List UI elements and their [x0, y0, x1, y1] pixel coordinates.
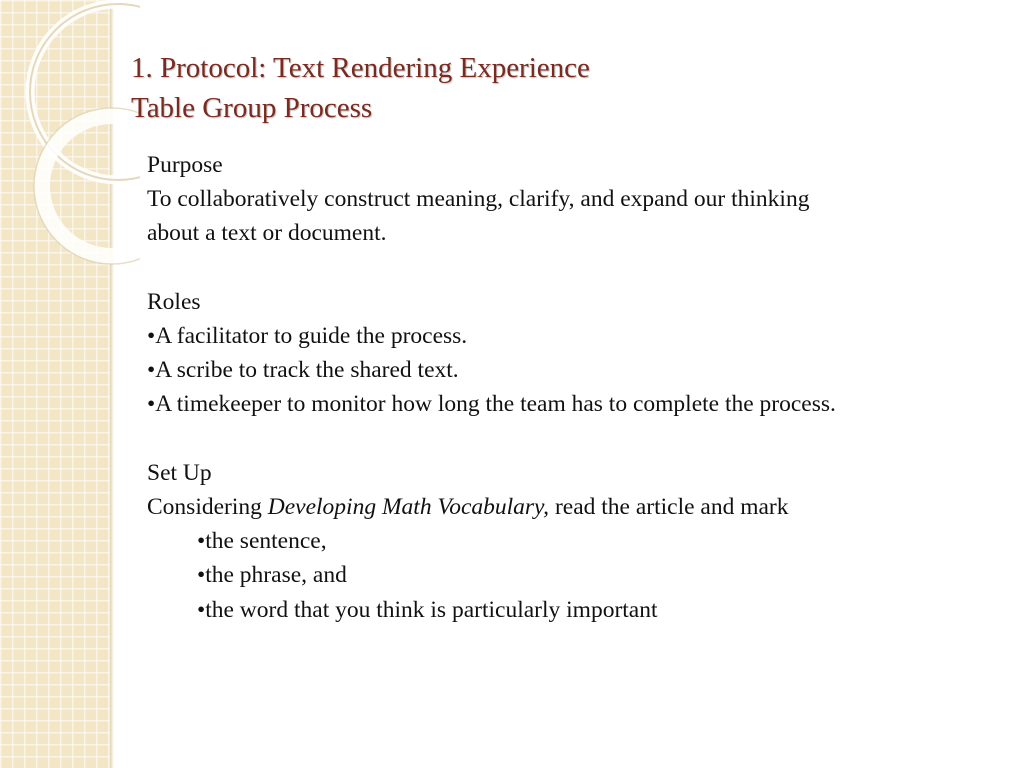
decorative-rings	[0, 0, 140, 280]
setup-heading: Set Up	[147, 459, 212, 486]
slide-title	[131, 48, 590, 128]
spacer	[147, 251, 1017, 285]
setup-intro-title: Developing Math Vocabulary,	[267, 494, 550, 520]
roles-item: •A timekeeper to monitor how long the team has to complete the process.	[147, 391, 836, 418]
roles-item: •A facilitator to guide the process.	[147, 323, 468, 349]
setup-intro	[147, 490, 1017, 524]
ring-small	[42, 116, 140, 256]
purpose-text-line-2: about a text or document.	[147, 220, 387, 247]
setup-item: •the sentence,	[197, 528, 327, 555]
purpose-text-line-1: To collaboratively construct meaning, clarify, and expand our thinking	[147, 186, 810, 213]
title-line-2: Table Group Process	[131, 92, 373, 124]
purpose-heading: Purpose	[147, 152, 223, 178]
setup-intro-after: read the article and mark	[549, 494, 789, 520]
setup-item: •the word that you think is particularly important	[197, 596, 658, 623]
setup-item: •the phrase, and	[197, 562, 347, 589]
setup-intro-before: Considering	[147, 494, 268, 520]
roles-item: •A scribe to track the shared text.	[147, 357, 459, 384]
title-line-1: 1. Protocol: Text Rendering Experience	[131, 52, 590, 84]
slide-body	[147, 148, 1017, 627]
roles-heading: Roles	[147, 288, 201, 315]
spacer	[147, 422, 1017, 456]
